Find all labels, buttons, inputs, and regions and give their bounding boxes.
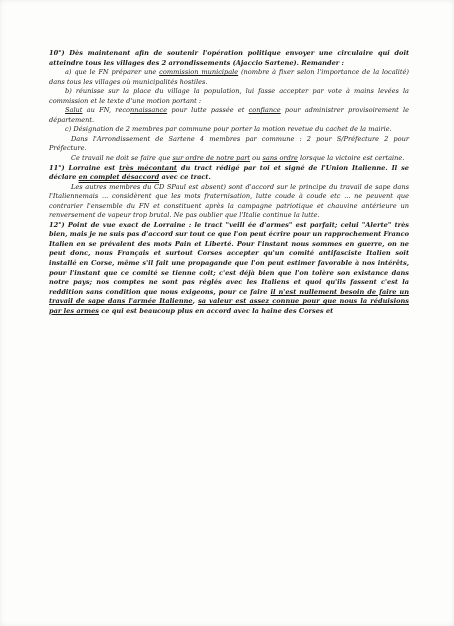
paragraph-10-text: 10°) Dès maintenant afin de soutenir l'opération politique envoyer une circulaire qui doit atteindre tous les villages des 2 arrondissements (Ajaccio Sartene). Remander : bbox=[49, 49, 409, 67]
order-text-mid: ou bbox=[250, 154, 263, 163]
document-body bbox=[49, 49, 409, 316]
paragraph-11-text-mid: du tract rédigé par toi et signé de l'Union Italienne. Il se déclare bbox=[49, 163, 409, 182]
motion-reconnaissance: nnaissance bbox=[130, 106, 168, 115]
paragraph-12-underlined-2: sa valeur est assez connue pour que nous la réduisions par les armes bbox=[49, 297, 409, 315]
motion-text bbox=[49, 106, 409, 125]
item-b-text: b) réunisse sur la place du village la population, lui fasse accepter par vote à mains levées la commission et le texte d'une motion portant : bbox=[49, 87, 409, 105]
order-underlined-2: sans ordre bbox=[262, 154, 298, 163]
motion-text-1: au FN, reco bbox=[82, 106, 131, 115]
order-text: Ce travail ne doit se faire que bbox=[71, 154, 173, 163]
order-underlined-1: sur ordre de notre part bbox=[172, 154, 251, 163]
paragraph-11 bbox=[49, 164, 409, 183]
motion-text-2: pour lutte passée et bbox=[167, 106, 249, 115]
item-b bbox=[49, 87, 409, 106]
paragraph-11-underlined-2: en complet désaccord bbox=[78, 173, 160, 182]
sartene-text: Dans l'Arrondissement de Sartene 4 membres par commune : 2 pour S/Préfecture 2 pour Préfecture. bbox=[49, 134, 409, 153]
motion-confiance: confiance bbox=[248, 106, 281, 115]
motion-text-3: pour administrer provisoirement le département. bbox=[49, 106, 410, 124]
paragraph-11-underlined-1: très mécontant bbox=[119, 163, 177, 172]
paragraph-12-comma: , bbox=[192, 297, 199, 306]
sartene-paragraph bbox=[49, 135, 409, 154]
motion-salut: Salut bbox=[65, 106, 83, 115]
order-paragraph bbox=[49, 154, 409, 164]
item-a-text-end: (nombre à fixer selon l'importance de la localité) dans tous les villages où municipalités hostiles. bbox=[49, 68, 409, 86]
members-text: Les autres membres du CD SPaul est absent) sont d'accord sur le principe du travail de sape dans l'Italiennemais ... considèrent que les mots fraternisation, lutte coude à coude etc ... ne peuvent que contrarier l'ensemble du FN et constituent après la campagne patriotique et chauvine antérieure un renversement de vapeur trop brutal. Ne pas oublier que l'Italie continue la lutte. bbox=[49, 182, 409, 220]
order-text-end: lorsque la victoire est certaine. bbox=[297, 154, 405, 163]
paragraph-12-text-end: ce qui est beaucoup plus en accord avec la haine des Corses et bbox=[99, 306, 334, 315]
paragraph-11-text-end: avec ce tract. bbox=[159, 173, 211, 182]
item-c bbox=[49, 125, 409, 135]
paragraph-10 bbox=[49, 49, 409, 68]
item-a-underlined: commission municipale bbox=[159, 68, 239, 77]
members-paragraph bbox=[49, 183, 409, 221]
paragraph-12-text: 12°) Point de vue exact de Lorraine : le tract "veill ée d'armes" est parfait; celui "Alerte" très bien, mais je ne suis pas d'accord sur tout ce que l'on peut écrire pour un rapprochement Franco Italien en se prévalent des mots Pain et Liberté. Pour l'instant nous sommes en guerre, on ne peut donc, nous Français et surtout Corses accepter qu'un comité antifasciste Italien soit installé en Corse, même s'il fait une propagande que l'on peut estimer favorable à nos intérêts, pour l'instant que ce comité se tienne coit; c'est déjà bien que l'on tolère son existance dans notre pays; nos comptes ne sont pas réglés avec les Italiens et quoi qu'ils fassent c'est la reddition sans condition que nous exigeons, pour ce faire bbox=[49, 220, 409, 296]
paragraph-12-underlined-1: il n'est nullement besoin de faire un travail de sape dans l'armée Italienne bbox=[49, 287, 410, 306]
paragraph-12 bbox=[49, 221, 409, 316]
item-a-text: a) que le FN préparer une bbox=[65, 68, 160, 77]
item-a bbox=[49, 68, 409, 87]
item-c-text: c) Désignation de 2 membres par commune pour porter la motion revetue du cachet de la mairie. bbox=[65, 125, 392, 134]
paragraph-11-text: 11°) Lorraine est bbox=[49, 163, 120, 172]
